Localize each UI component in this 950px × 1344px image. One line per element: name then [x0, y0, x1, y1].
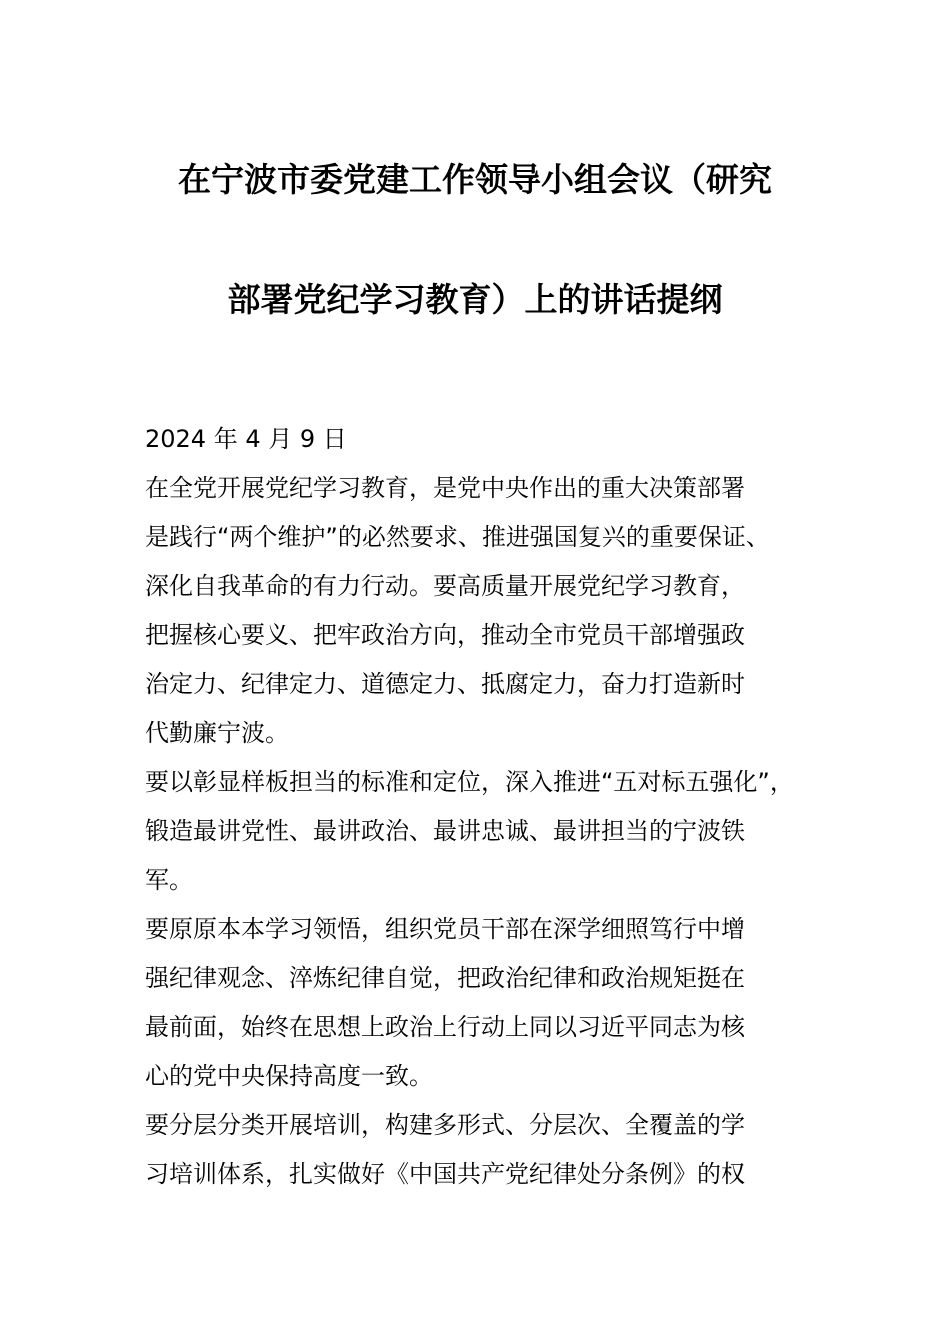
paragraph-line: 是践行“两个维护”的必然要求、推进强国复兴的重要保证、	[145, 523, 770, 551]
document-title-line-1: 在宁波市委党建工作领导小组会议（研究	[178, 160, 772, 199]
paragraph-line: 军。	[145, 866, 193, 894]
document-date: 2024 年 4 月 9 日	[145, 425, 347, 453]
paragraph-line: 在全党开展党纪学习教育，是党中央作出的重大决策部署	[145, 474, 745, 502]
paragraph-line: 锻造最讲党性、最讲政治、最讲忠诚、最讲担当的宁波铁	[145, 817, 745, 845]
paragraph-line: 要原原本本学习领悟，组织党员干部在深学细照笃行中增	[145, 915, 745, 943]
paragraph-line: 深化自我革命的有力行动。要高质量开展党纪学习教育，	[145, 572, 745, 600]
paragraph-line: 习培训体系，扎实做好《中国共产党纪律处分条例》的权	[145, 1160, 745, 1188]
paragraph-4	[145, 1101, 815, 1199]
paragraph-line: 代勤廉宁波。	[145, 719, 289, 747]
paragraph-2	[145, 758, 815, 905]
paragraph-3	[145, 905, 815, 1101]
paragraph-1	[145, 464, 815, 758]
paragraph-line: 把握核心要义、把牢政治方向，推动全市党员干部增强政	[145, 621, 745, 649]
paragraph-line: 要分层分类开展培训，构建多形式、分层次、全覆盖的学	[145, 1111, 745, 1139]
paragraph-line: 最前面，始终在思想上政治上行动上同以习近平同志为核	[145, 1013, 745, 1041]
paragraph-line: 治定力、纪律定力、道德定力、抵腐定力，奋力打造新时	[145, 670, 745, 698]
paragraph-line: 心的党中央保持高度一致。	[145, 1062, 433, 1090]
paragraph-line: 要以彰显样板担当的标准和定位，深入推进“五对标五强化”，	[145, 768, 794, 796]
paragraph-line: 强纪律观念、淬炼纪律自觉，把政治纪律和政治规矩挺在	[145, 964, 745, 992]
document-title-line-2: 部署党纪学习教育）上的讲话提纲	[227, 280, 723, 319]
